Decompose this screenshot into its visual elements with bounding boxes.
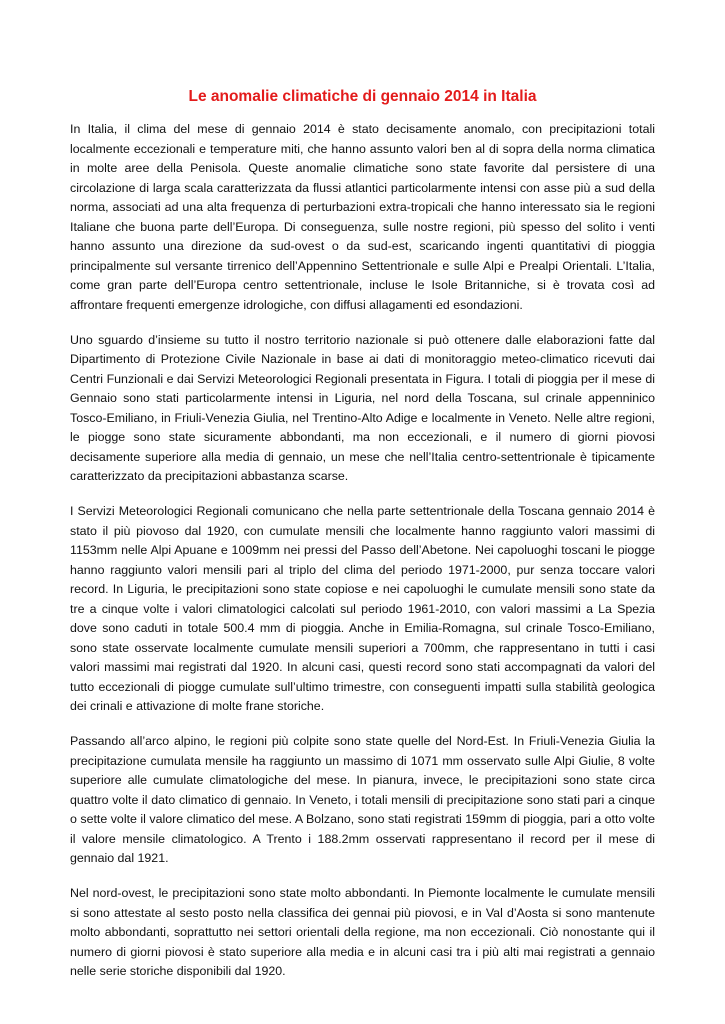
paragraph-tuscany-liguria: I Servizi Meteorologici Regionali comunicano che nella parte settentrionale della Toscana gennaio 2014 è stato il più piovoso dal 1920, con cumulate mensili che localmente hanno raggiunto valori massimi di 1153mm nelle Alpi Apuane e 1009mm nei pressi del Passo dell’Abetone. Nei capoluoghi toscani le piogge hanno raggiunto valori mensili pari al triplo del clima del periodo 1971-2000, pur senza toccare valori record. In Liguria, le precipitazioni sono state copiose e nei capoluoghi le cumulate mensili sono state da tre a cinque volte i valori climatologici calcolati sul periodo 1961-2010, con valori massimi a La Spezia dove sono caduti in totale 500.4 mm di pioggia. Anche in Emilia-Romagna, sul crinale Tosco-Emiliano, sono state osservate localmente cumulate mensili superiori a 700mm, che rappresentano in tutti i casi valori massimi mai registrati dal 1920. In alcuni casi, questi record sono stati accompagnati da valori del tutto eccezionali di piogge cumulate sull’ultimo trimestre, con conseguenti impatti sulla stabilità geologica dei crinali e attivazione di molte frane storiche. — [70, 504, 655, 713]
paragraph-north-east: Passando all’arco alpino, le regioni più colpite sono state quelle del Nord-Est. In Friuli-Venezia Giulia la precipitazione cumulata mensile ha raggiunto un massimo di 1071 mm osservato sulle Alpi Giulie, 8 volte superiore alle cumulate climatologiche del mese. In pianura, invece, le precipitazioni sono state circa quattro volte il dato climatico di gennaio. In Veneto, i totali mensili di precipitazione sono stati pari a cinque o sette volte il valore climatico del mese. A Bolzano, sono stati registrati 159mm di pioggia, pari a otto volte il valore mensile climatologico. A Trento i 188.2mm osservati rappresentano il record per il mese di gennaio dal 1921. — [70, 734, 655, 865]
document-body — [70, 120, 655, 997]
paragraph-intro: In Italia, il clima del mese di gennaio 2014 è stato decisamente anomalo, con precipitazioni totali localmente eccezionali e temperature miti, che hanno assunto valori ben al di sopra della norma climatica in molte aree della Penisola. Queste anomalie climatiche sono state favorite dal persistere di una circolazione di larga scala caratterizzata da flussi atlantici particolarmente intensi con asse più a sud della norma, associati ad una alta frequenza di perturbazioni extra-tropicali che hanno interessato sia le regioni Italiane che buona parte dell’Europa. Di conseguenza, sulle nostre regioni, più spesso del solito i venti hanno assunto una direzione da sud-ovest o da sud-est, scaricando ingenti quantitativi di pioggia principalmente sul versante tirrenico dell’Appennino Settentrionale e sulle Alpi e Prealpi Orientali. L’Italia, come gran parte dell’Europa centro settentrionale, incluse le Isole Britanniche, si è trovata così ad affrontare frequenti emergenze idrologiche, con diffusi allagamenti ed esondazioni. — [70, 122, 655, 312]
document-title: Le anomalie climatiche di gennaio 2014 in Italia — [188, 88, 537, 105]
paragraph-north-west: Nel nord-ovest, le precipitazioni sono state molto abbondanti. In Piemonte localmente le cumulate mensili si sono attestate al sesto posto nella classifica dei gennai più piovosi, e in Val d’Aosta si sono mantenute molto abbondanti, soprattutto nei settori orientali della regione, ma non eccezionali. Ciò nonostante qui il numero di giorni piovosi è stato superiore alla media e in alcuni casi tra i più alti mai registrati a gennaio nelle serie storiche disponibili dal 1920. — [70, 886, 655, 978]
paragraph-overview: Uno sguardo d’insieme su tutto il nostro territorio nazionale si può ottenere dalle elaborazioni fatte dal Dipartimento di Protezione Civile Nazionale in base ai dati di monitoraggio meteo-climatico ricevuti dai Centri Funzionali e dai Servizi Meteorologici Regionali presentata in Figura. I totali di pioggia per il mese di Gennaio sono stati particolarmente intensi in Liguria, nel nord della Toscana, sul crinale appenninico Tosco-Emiliano, in Friuli-Venezia Giulia, nel Trentino-Alto Adige e localmente in Veneto. Nelle altre regioni, le piogge sono state sicuramente abbondanti, ma non eccezionali, e il numero di giorni piovosi decisamente superiore alla media di gennaio, un mese che nell’Italia centro-settentrionale è tipicamente caratterizzato da precipitazioni abbastanza scarse. — [70, 332, 655, 483]
